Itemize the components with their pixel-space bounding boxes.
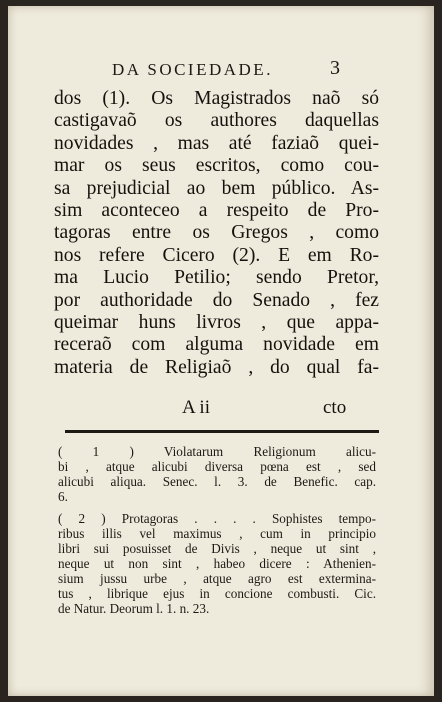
body-line: novidades , mas até faziaõ quei- [54,132,379,154]
footnotes [58,444,376,616]
footnote-line: sium jussu urbe , atque agro est extermina- [58,571,376,586]
page-number: 3 [330,57,340,79]
book-page [8,6,434,696]
body-line: dos (1). Os Magistrados naõ só [54,88,379,109]
footnote-2 [58,511,376,616]
signature-line [8,397,434,419]
footnote-line: bi , atque alicubi diversa pœna est , sed [58,459,376,474]
body-line: receraõ com alguma novidade em [54,334,379,356]
body-line: queimar huns livros , que appa- [54,311,379,333]
body-line: nos refere Cicero (2). E em Ro- [54,244,379,266]
footnote-line: 6. [58,489,68,504]
body-line: materia de Religiaõ , do qual fa- [54,356,379,378]
footnote-line: tus , librique ejus in concione combusti. Cic. [58,586,376,601]
body-text [54,88,379,379]
footnote-1 [58,444,376,504]
body-line: sim aconteceo a respeito de Pro- [54,199,379,221]
body-line: ma Lucio Petilio; sendo Pretor, [54,267,379,289]
footnote-line: neque ut non sint , habeo dicere : Athenien- [58,556,376,571]
footnote-line: ( 1 ) Violatarum Religionum alicu- [58,444,376,459]
footnote-line: de Natur. Deorum l. 1. n. 23. [58,601,210,616]
signature-mark: A ii [182,397,210,418]
footnote-line: libri sui posuisset de Divis , neque ut sint , [58,541,376,556]
body-line: castigavaõ os authores daquellas [54,110,379,132]
body-line: mar os seus escritos, como cou- [54,155,379,177]
footnote-rule [65,430,379,433]
running-title: DA SOCIEDADE. [112,60,273,79]
body-line: tagoras entre os Gregos , como [54,222,379,244]
footnote-line: ( 2 ) Protagoras . . . . Sophistes tempo- [58,511,376,526]
catchword: cto [323,397,347,418]
footnote-line: alicubi aliqua. Senec. l. 3. de Benefic. cap. [58,474,376,489]
body-line: por authoridade do Senado , fez [54,289,379,311]
running-header [8,57,434,84]
body-line: sa prejudicial ao bem público. As- [54,177,379,199]
footnote-line: ribus illis vel maximus , cum in principio [58,526,376,541]
